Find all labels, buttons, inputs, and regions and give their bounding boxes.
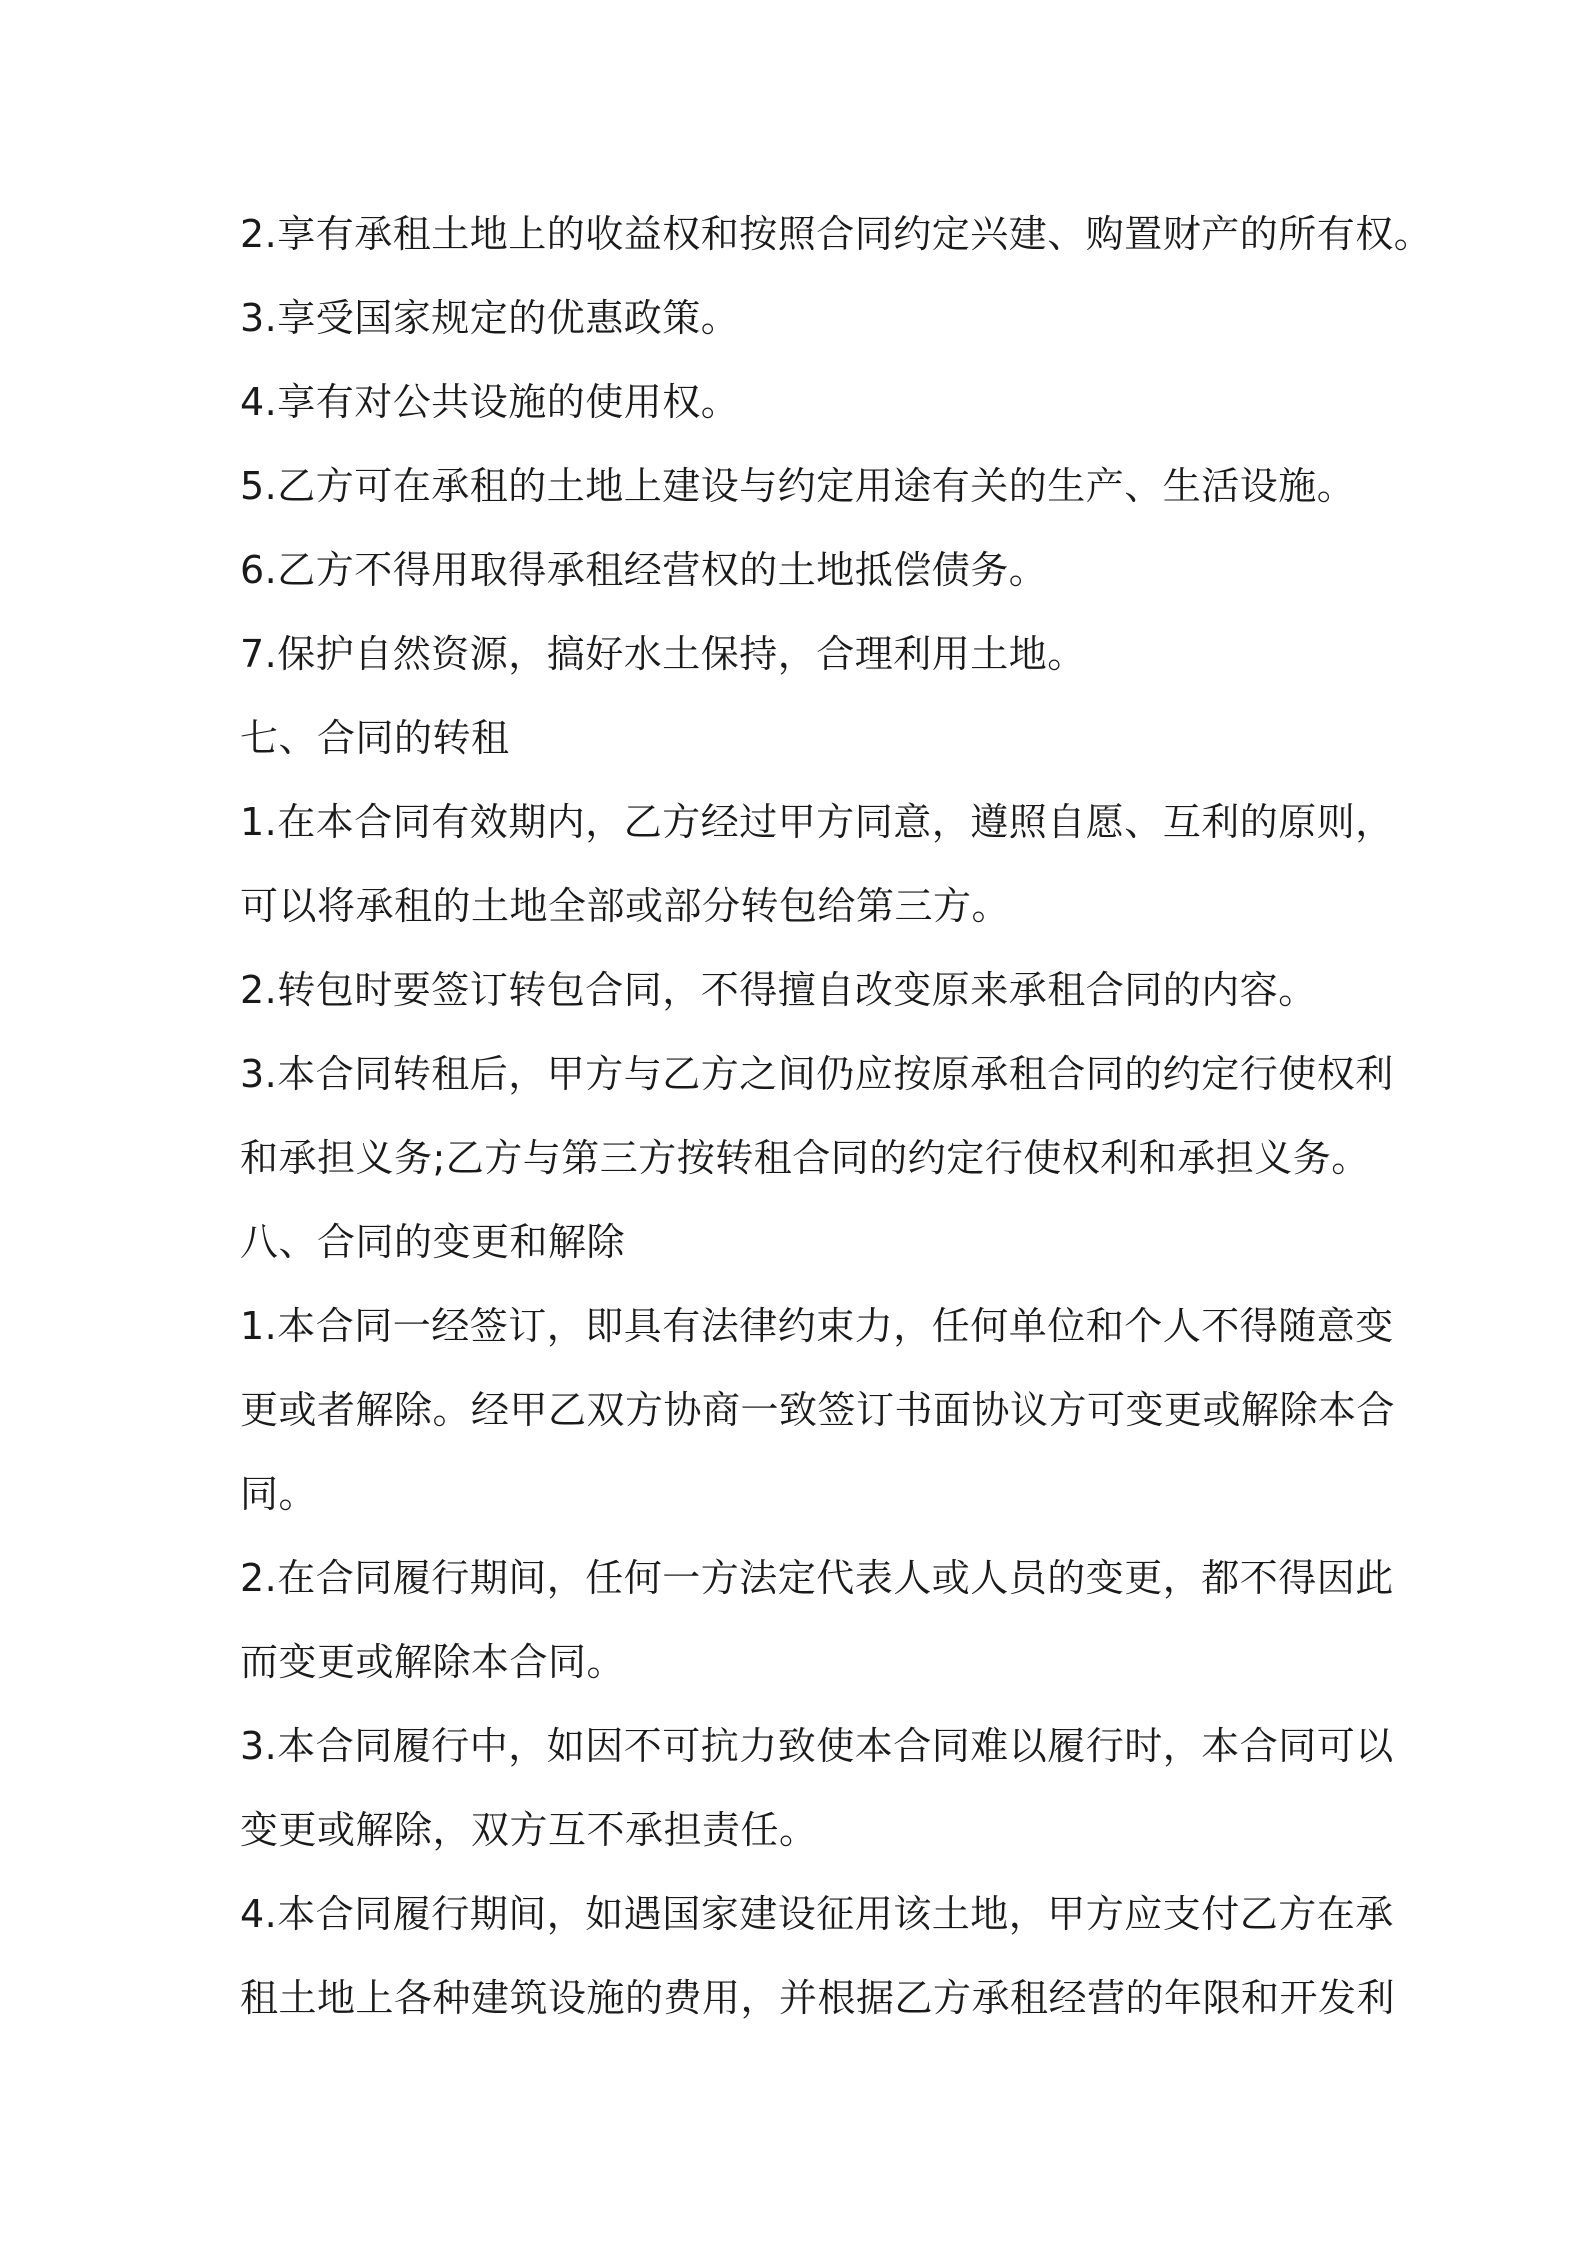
text-line: 1.在本合同有效期内，乙方经过甲方同意，遵照自愿、互利的原则， bbox=[240, 800, 1394, 844]
text-line: 租土地上各种建筑设施的费用，并根据乙方承租经营的年限和开发利 bbox=[240, 1976, 1396, 2020]
text-line: 同。 bbox=[240, 1472, 318, 1516]
text-line: 2.转包时要签订转包合同，不得擅自改变原来承租合同的内容。 bbox=[240, 968, 1317, 1012]
text-line: 4.享有对公共设施的使用权。 bbox=[240, 380, 740, 424]
text-line: 3.本合同履行中，如因不可抗力致使本合同难以履行时，本合同可以 bbox=[240, 1724, 1394, 1768]
text-line: 1.本合同一经签订，即具有法律约束力，任何单位和个人不得随意变 bbox=[240, 1304, 1394, 1348]
text-line: 6.乙方不得用取得承租经营权的土地抵偿债务。 bbox=[240, 548, 1048, 592]
text-line: 2.享有承租土地上的收益权和按照合同约定兴建、购置财产的所有权。 bbox=[240, 212, 1433, 256]
text-line: 变更或解除，双方互不承担责任。 bbox=[240, 1808, 818, 1852]
text-line: 而变更或解除本合同。 bbox=[240, 1640, 626, 1684]
text-line: 可以将承租的土地全部或部分转包给第三方。 bbox=[240, 884, 1011, 928]
text-line: 和承担义务;乙方与第三方按转租合同的约定行使权利和承担义务。 bbox=[240, 1136, 1370, 1180]
contract-text bbox=[240, 192, 1433, 2040]
text-line: 5.乙方可在承租的土地上建设与约定用途有关的生产、生活设施。 bbox=[240, 464, 1356, 508]
text-line: 更或者解除。经甲乙双方协商一致签订书面协议方可变更或解除本合 bbox=[240, 1388, 1396, 1432]
text-line: 4.本合同履行期间，如遇国家建设征用该土地，甲方应支付乙方在承 bbox=[240, 1892, 1394, 1936]
text-line: 3.本合同转租后，甲方与乙方之间仍应按原承租合同的约定行使权利 bbox=[240, 1052, 1394, 1096]
text-line: 2.在合同履行期间，任何一方法定代表人或人员的变更，都不得因此 bbox=[240, 1556, 1394, 1600]
section-heading: 七、合同的转租 bbox=[240, 716, 510, 760]
text-line: 7.保护自然资源，搞好水土保持，合理利用土地。 bbox=[240, 632, 1086, 676]
text-line: 3.享受国家规定的优惠政策。 bbox=[240, 296, 740, 340]
section-heading: 八、合同的变更和解除 bbox=[240, 1220, 626, 1264]
